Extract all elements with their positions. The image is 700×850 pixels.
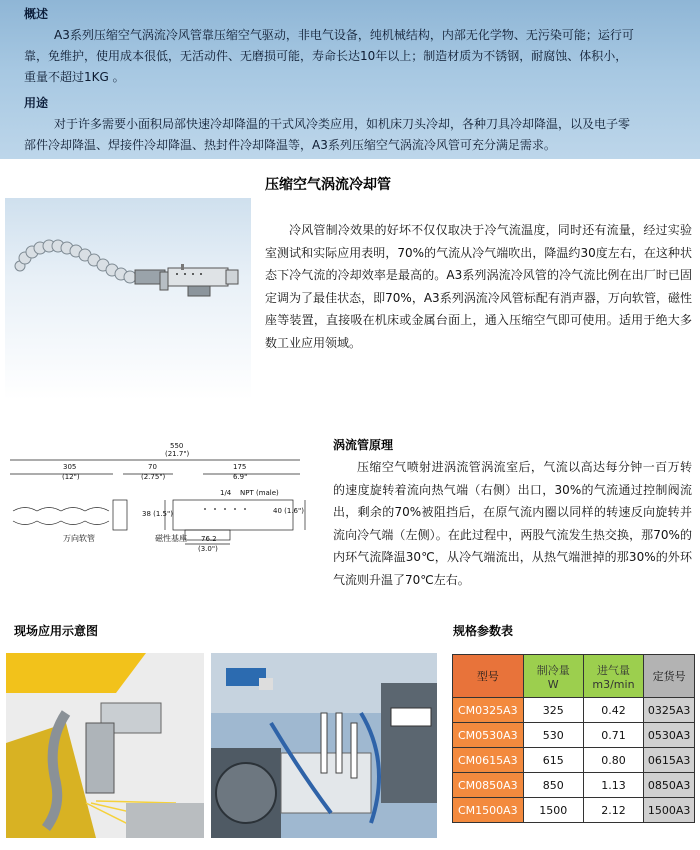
table-row	[453, 748, 695, 773]
intro-banner	[0, 0, 700, 159]
usage-heading: 用途	[24, 96, 49, 110]
table-row	[453, 723, 695, 748]
cell-model: CM0615A3	[453, 748, 524, 773]
cell-model: CM1500A3	[453, 798, 524, 823]
usage-line-1: 对于许多需要小面积局部快速冷却降温的干式风冷类应用，如机床刀头冷却，各种刀具冷却降温，以及电子零	[54, 117, 631, 131]
dim-hose: 305	[63, 463, 77, 471]
header-cooling-label: 制冷量	[536, 663, 570, 677]
cell-order: 0325A3	[644, 698, 695, 723]
header-order	[644, 655, 695, 698]
cell-air: 0.71	[583, 723, 643, 748]
application-photo-1	[6, 653, 204, 838]
spec-title: 规格参数表	[453, 624, 514, 638]
dim-height: 38 (1.5")	[142, 510, 173, 518]
header-air	[583, 655, 643, 698]
cell-air: 1.13	[583, 773, 643, 798]
table-row	[453, 698, 695, 723]
machine-image	[211, 653, 437, 838]
cutting-tool-image	[6, 653, 204, 838]
header-cooling-unit: W	[547, 677, 559, 691]
cell-air: 0.42	[583, 698, 643, 723]
product-title: 压缩空气涡流冷却管	[265, 177, 391, 193]
dimension-drawing	[5, 438, 323, 553]
principle-title: 涡流管原理	[333, 438, 394, 452]
header-air-unit: m3/min	[592, 677, 635, 691]
application-photo-2	[211, 653, 437, 838]
cell-order: 1500A3	[644, 798, 695, 823]
cell-w: 850	[523, 773, 583, 798]
overview-line-2: 靠，免维护，使用成本很低，无活动件、无磨损可能，寿命长达10年以上；制造材质为不锈钢，耐腐蚀、体积小，	[24, 49, 628, 63]
cell-order: 0615A3	[644, 748, 695, 773]
header-air-label: 进气量	[596, 663, 630, 677]
dim-dia: 40 (1.6")	[273, 507, 304, 515]
cell-w: 615	[523, 748, 583, 773]
principle-description: 压缩空气喷射进涡流管涡流室后，气流以高达每分钟一百万转的速度旋转着流向热气端（右侧）出口，30%的气流通过控制阀流出，剩余的70%被阻挡后，在原气流内圈以同样的转速反向旋转并流向冷气端（左侧）。在此过程中，两股气流发生热交换，那70%的内环气流降温30℃，从冷气端流出，从热气端泄掉的那30%的外环气流则升温了70℃左右。	[333, 460, 692, 587]
dim-hose-in: (12")	[62, 473, 80, 481]
overview-line-3: 重量不超过1KG 。	[24, 70, 125, 84]
dim-quarter: 1/4	[220, 489, 232, 497]
header-cooling	[523, 655, 583, 698]
cell-model: CM0850A3	[453, 773, 524, 798]
overview-line-1: A3系列压缩空气涡流冷风管靠压缩空气驱动，非电气设备，纯机械结构，内部无化学物、无污染可能；运行可	[54, 28, 634, 42]
dim-mid: 70	[148, 463, 157, 471]
cell-w: 325	[523, 698, 583, 723]
application-title: 现场应用示意图	[14, 624, 99, 638]
cell-order: 0850A3	[644, 773, 695, 798]
cell-model: CM0530A3	[453, 723, 524, 748]
header-model	[453, 655, 524, 698]
cell-w: 530	[523, 723, 583, 748]
dim-npt: NPT (male)	[240, 489, 279, 497]
cell-air: 0.80	[583, 748, 643, 773]
header-model-label: 型号	[476, 670, 499, 683]
cell-w: 1500	[523, 798, 583, 823]
dimension-drawing-svg	[5, 438, 323, 553]
hose-label: 万向软管	[63, 534, 95, 543]
usage-line-2: 部件冷却降温、焊接件冷却降温、热封件冷却降温等，A3系列压缩空气涡流冷风管可充分满足需求。	[24, 138, 556, 152]
dim-base-in: (3.0")	[198, 545, 218, 553]
vortex-tube-image	[5, 198, 251, 400]
dim-mid-in: (2.75")	[141, 473, 166, 481]
base-label: 磁性基座	[155, 534, 187, 543]
table-row	[453, 773, 695, 798]
overview-heading: 概述	[24, 7, 49, 21]
cell-model: CM0325A3	[453, 698, 524, 723]
header-order-label: 定货号	[652, 670, 686, 683]
cell-air: 2.12	[583, 798, 643, 823]
spec-header-row	[453, 655, 695, 698]
dim-base: 76.2	[201, 535, 217, 543]
spec-table	[452, 654, 695, 823]
dim-right-in: 6.9"	[233, 473, 248, 481]
table-row	[453, 798, 695, 823]
cell-order: 0530A3	[644, 723, 695, 748]
dim-right: 175	[233, 463, 247, 471]
dim-total-in: (21.7")	[165, 450, 190, 458]
product-description: 冷风管制冷效果的好坏不仅仅取决于冷气流温度，同时还有流量，经过实验室测试和实际应用表明，70%的气流从冷气端吹出，降温约30度左右，在这种状态下冷气流的冷却效率是最高的。A3系列涡流冷风管的冷气流比例在出厂时已固定调为了最佳状态，即70%，A3系列涡流冷风管标配有消声器，万向软管，磁性座等装置，直接吸在机床或金属台面上，通入压缩空气即可使用。适用于绝大多数工业应用领域。	[265, 223, 692, 350]
dim-total: 550	[170, 442, 184, 450]
product-photo	[5, 198, 251, 400]
